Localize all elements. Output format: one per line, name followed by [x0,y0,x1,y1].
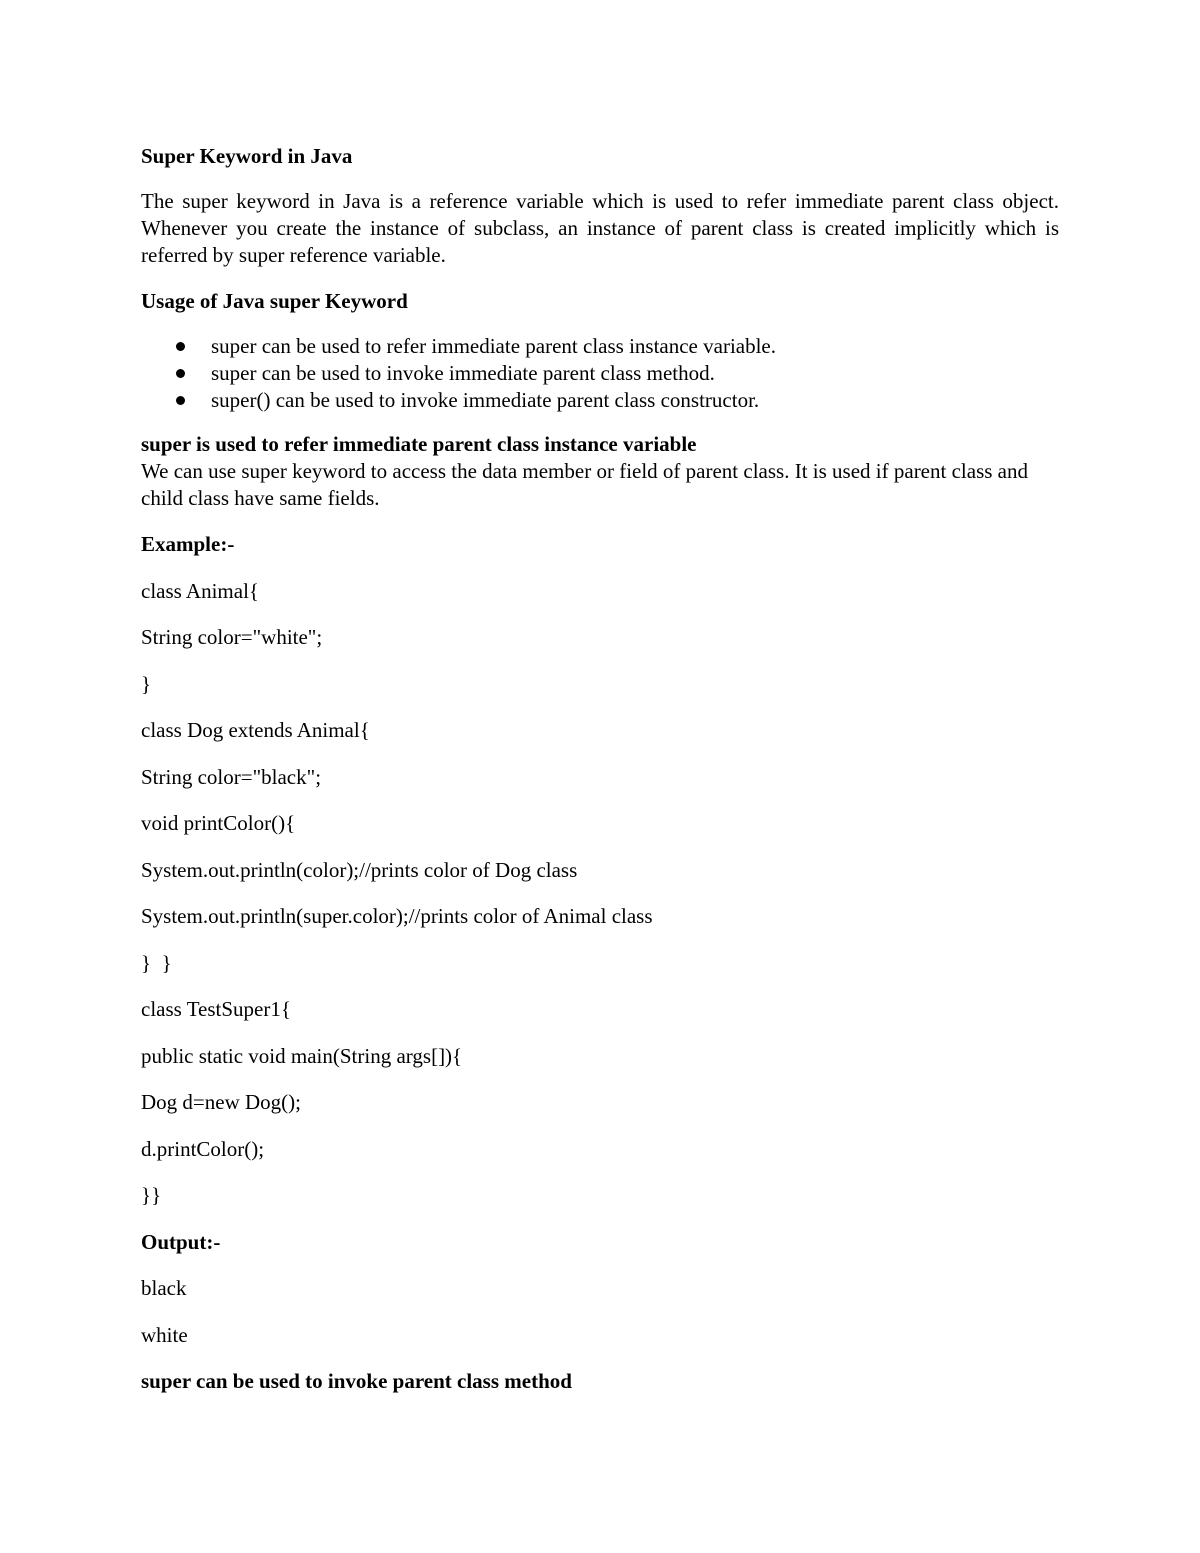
list-item [141,333,1059,360]
code-line: String color="white"; [141,625,323,649]
code-line: Dog d=new Dog(); [141,1090,301,1114]
code-line: System.out.println(super.color);//prints color of Animal class [141,904,653,928]
bullet-icon [176,369,185,378]
example-label: Example:- [141,532,235,556]
section-body-instance-variable: We can use super keyword to access the data member or field of parent class. It is used if parent class and child class have same fields. [141,459,1028,510]
section-heading-instance-variable: super is used to refer immediate parent class instance variable [141,432,697,456]
document-title: Super Keyword in Java [141,144,353,168]
code-line: class TestSuper1{ [141,997,291,1021]
usage-heading: Usage of Java super Keyword [141,289,408,313]
code-line: System.out.println(color);//prints color of Dog class [141,857,578,882]
list-item [141,387,1059,414]
bullet-icon [176,342,185,351]
usage-item-text: super can be used to invoke immediate parent class method. [211,361,715,385]
code-line: d.printColor(); [141,1136,265,1161]
output-block [141,1273,1059,1350]
output-line: white [141,1322,188,1347]
code-line: }} [141,1183,162,1207]
code-line: class Animal{ [141,578,259,603]
bullet-icon [176,396,185,405]
code-line: void printColor(){ [141,811,296,835]
code-line: } [141,671,152,696]
document-page [141,141,1059,1413]
output-label: Output:- [141,1229,221,1254]
intro-paragraph: The super keyword in Java is a reference variable which is used to refer immediate parent class object. Whenever you create the instance of subclass, an instance of parent class is created implicitly which is referred by super reference variable. [141,189,1059,267]
output-line: black [141,1276,187,1300]
list-item [141,360,1059,387]
code-line: public static void main(String args[]){ [141,1043,463,1068]
usage-item-text: super() can be used to invoke immediate parent class constructor. [211,388,760,412]
code-line: class Dog extends Animal{ [141,718,370,742]
code-line: String color="black"; [141,764,322,789]
usage-list [141,333,1059,414]
section-heading-parent-method: super can be used to invoke parent class method [141,1369,572,1393]
usage-item-text: super can be used to refer immediate parent class instance variable. [211,334,777,358]
code-block [141,576,1059,1211]
code-line: } } [141,950,172,975]
